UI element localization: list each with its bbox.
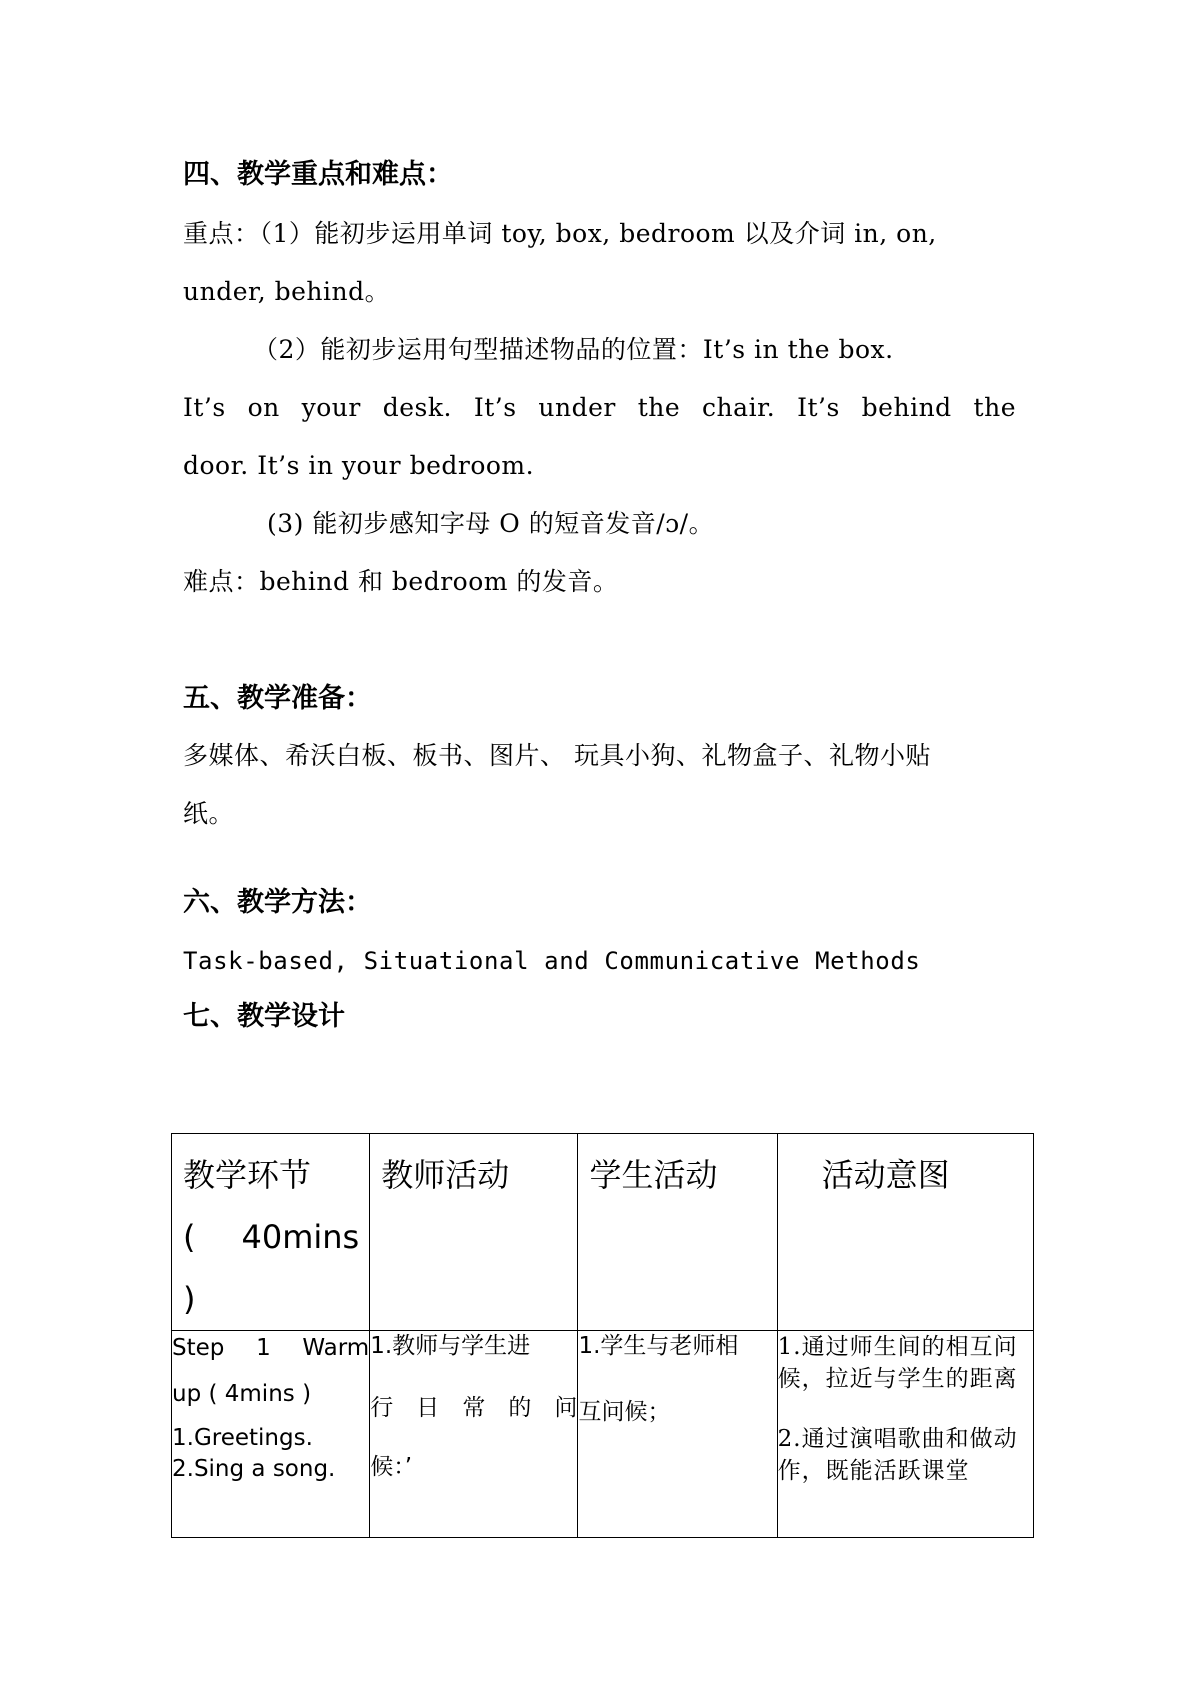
header-intent-label: 活动意图 <box>821 1156 950 1194</box>
table-header-row <box>172 1134 1034 1331</box>
teacher-activity-line-1: 1.教师与学生进 <box>370 1333 531 1359</box>
section-5-title: 五、教学准备： <box>183 683 372 714</box>
step-item-2: 2.Sing a song. <box>172 1456 336 1482</box>
section-4-title: 四、教学重点和难点： <box>183 159 453 190</box>
header-cell-student <box>578 1134 777 1331</box>
step-word-2: 1 <box>256 1335 271 1361</box>
student-activity-cell <box>578 1331 777 1538</box>
step-duration-line: up ( 4mins ) <box>172 1381 312 1407</box>
section-7-title: 七、教学设计 <box>183 1001 345 1032</box>
student-activity-line-2: 互问候； <box>578 1399 671 1425</box>
teacher-char-3: 常 <box>462 1395 486 1421</box>
key-points-line-1: 重点：（1）能初步运用单词 toy, box, bedroom 以及介词 in, on, <box>183 219 937 248</box>
table-row <box>172 1331 1034 1538</box>
intent-paragraph-1: 1.通过师生间的相互问候，拉近与学生的距离 <box>777 1334 1018 1392</box>
step-cell <box>172 1331 370 1538</box>
teacher-activity-line-2 <box>370 1377 577 1439</box>
header-duration-value: 40mins <box>241 1218 360 1256</box>
header-close-paren-row <box>172 1268 369 1330</box>
header-cell-intent <box>777 1134 1033 1331</box>
student-activity-line-1: 1.学生与老师相 <box>578 1333 739 1359</box>
header-cell-stage <box>172 1134 370 1331</box>
header-stage-label: 教学环节 <box>183 1156 312 1194</box>
header-cell-teacher <box>370 1134 578 1331</box>
header-teacher-label: 教师活动 <box>381 1156 510 1194</box>
teacher-char-5: 问 <box>554 1395 578 1421</box>
step-title-line <box>172 1331 369 1365</box>
section-6-title: 六、教学方法： <box>183 887 372 918</box>
teacher-char-4: 的 <box>508 1395 532 1421</box>
key-points-line-3: （2）能初步运用句型描述物品的位置：It’s in the box. <box>253 335 894 364</box>
teacher-char-1: 行 <box>370 1395 394 1421</box>
teacher-char-2: 日 <box>416 1395 440 1421</box>
key-points-line-6: (3) 能初步感知字母 O 的短音发音/ɔ/。 <box>267 509 715 538</box>
key-points-line-2: under, behind。 <box>183 277 391 306</box>
key-points-line-4: It’s on your desk. It’s under the chair. It’s behind the <box>183 393 1016 422</box>
step-word-3: Warm <box>302 1335 370 1361</box>
step-item-1: 1.Greetings. <box>172 1425 313 1451</box>
activity-intent-cell <box>777 1331 1033 1538</box>
difficult-points-line: 难点：behind 和 bedroom 的发音。 <box>183 567 619 596</box>
teaching-design-table <box>171 1133 1034 1538</box>
header-stage-duration <box>172 1206 369 1268</box>
intent-spacer <box>778 1395 1033 1423</box>
header-close-paren: ) <box>183 1280 196 1318</box>
preparation-line-2: 纸。 <box>183 799 235 828</box>
key-points-line-5: door. It’s in your bedroom. <box>183 451 535 480</box>
teacher-activity-line-3: 候：’ <box>370 1454 413 1480</box>
preparation-line-1: 多媒体、希沃白板、板书、图片、 玩具小狗、礼物盒子、礼物小贴 <box>183 741 931 770</box>
methods-line: Task-based, Situational and Communicative Methods <box>183 947 921 975</box>
intent-paragraph-2: 2.通过演唱歌曲和做动作，既能活跃课堂 <box>777 1426 1018 1484</box>
header-student-label: 学生活动 <box>589 1156 718 1194</box>
teacher-activity-cell <box>370 1331 578 1538</box>
step-word-1: Step <box>172 1335 225 1361</box>
header-open-paren: ( <box>183 1218 196 1256</box>
